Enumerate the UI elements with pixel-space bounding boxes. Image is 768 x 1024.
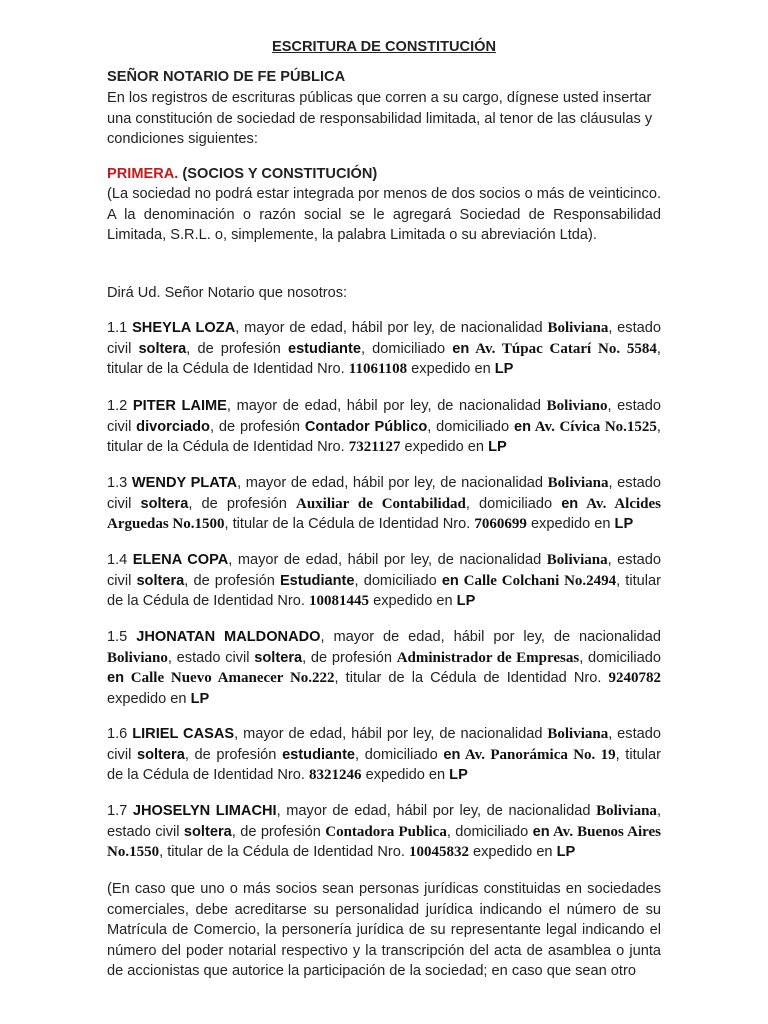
socio-paragraph: 1.5 JHONATAN MALDONADO, mayor de edad, hábil por ley, de nacionalidad Boliviano, estado civil soltera, de profesión Administrador de Empresas, domiciliado en Calle Nuevo Amanecer No.222, titular de la Cédula de Identidad Nro. 9240782 expedido en LP	[107, 629, 662, 707]
closing-note-paragraph: (En caso que uno o más socios sean personas jurídicas constituidas en sociedades comerciales, debe acreditarse su personalidad jurídica indicando el número de su Matrícula de Comercio, la personería jurídica de su representante legal indicando el número del poder notarial respectivo y la transcripción del acta de asamblea o junta de accionistas que autorice la participación de la sociedad; en caso que sean otro	[107, 881, 661, 979]
document-title: ESCRITURA DE CONSTITUCIÓN	[271, 39, 497, 55]
clause-label: PRIMERA.	[107, 166, 179, 182]
dira-paragraph: Dirá Ud. Señor Notario que nosotros:	[107, 285, 348, 301]
clause-primera-note: (La sociedad no podrá estar integrada por menos de dos socios o más de veinticinco. A la denominación o razón social se le agregará Sociedad de Responsabilidad Limitada, S.R.L. o, simplemente, la palabra Limitada o su abreviación Ltda).	[107, 186, 661, 243]
clause-heading: (SOCIOS Y CONSTITUCIÓN)	[178, 166, 378, 182]
socio-paragraph: 1.7 JHOSELYN LIMACHI, mayor de edad, hábil por ley, de nacionalidad Boliviana, estado civil soltera, de profesión Contadora Publica, domiciliado en Av. Buenos Aires No.1550, titular de la Cédula de Identidad Nro. 10045832 expedido en LP	[107, 803, 661, 860]
socio-paragraph: 1.1 SHEYLA LOZA, mayor de edad, hábil por ley, de nacionalidad Boliviana, estado civil soltera, de profesión estudiante, domiciliado en Av. Túpac Catarí No. 5584, titular de la Cédula de Identidad Nro. 11061108 expedido en LP	[107, 320, 661, 377]
socio-paragraph: 1.6 LIRIEL CASAS, mayor de edad, hábil por ley, de nacionalidad Boliviana, estado civil soltera, de profesión estudiante, domiciliado en Av. Panorámica No. 19, titular de la Cédula de Identidad Nro. 8321246 expedido en LP	[107, 726, 661, 783]
addressee-heading: SEÑOR NOTARIO DE FE PÚBLICA	[107, 69, 346, 85]
clause-primera-heading	[107, 164, 661, 185]
socio-name: LIRIEL CASAS	[132, 726, 235, 742]
socio-name: PITER LAIME	[132, 398, 227, 414]
socio-name: ELENA COPA	[132, 552, 229, 568]
socio-name: SHEYLA LOZA	[132, 320, 236, 336]
socio-name: WENDY PLATA	[131, 475, 238, 491]
socio-name: JHOSELYN LIMACHI	[132, 803, 277, 819]
socio-paragraph: 1.4 ELENA COPA, mayor de edad, hábil por ley, de nacionalidad Boliviana, estado civil soltera, de profesión Estudiante, domiciliado en Calle Colchani No.2494, titular de la Cédula de Identidad Nro. 10081445 expedido en LP	[107, 552, 662, 609]
intro-paragraph: En los registros de escrituras públicas que corren a su cargo, dígnese usted insertar una constitución de sociedad de responsabilidad limitada, al tenor de las cláusulas y condiciones siguientes:	[107, 90, 653, 147]
socio-paragraph: 1.2 PITER LAIME, mayor de edad, hábil por ley, de nacionalidad Boliviano, estado civil divorciado, de profesión Contador Público, domiciliado en Av. Cívica No.1525, titular de la Cédula de Identidad Nro. 7321127 expedido en LP	[107, 398, 661, 455]
socio-paragraph: 1.3 WENDY PLATA, mayor de edad, hábil por ley, de nacionalidad Boliviana, estado civil soltera, de profesión Auxiliar de Contabilidad, domiciliado en Av. Alcides Arguedas No.1500, titular de la Cédula de Identidad Nro. 7060699 expedido en LP	[107, 475, 661, 532]
socio-name: JHONATAN MALDONADO	[136, 629, 321, 645]
